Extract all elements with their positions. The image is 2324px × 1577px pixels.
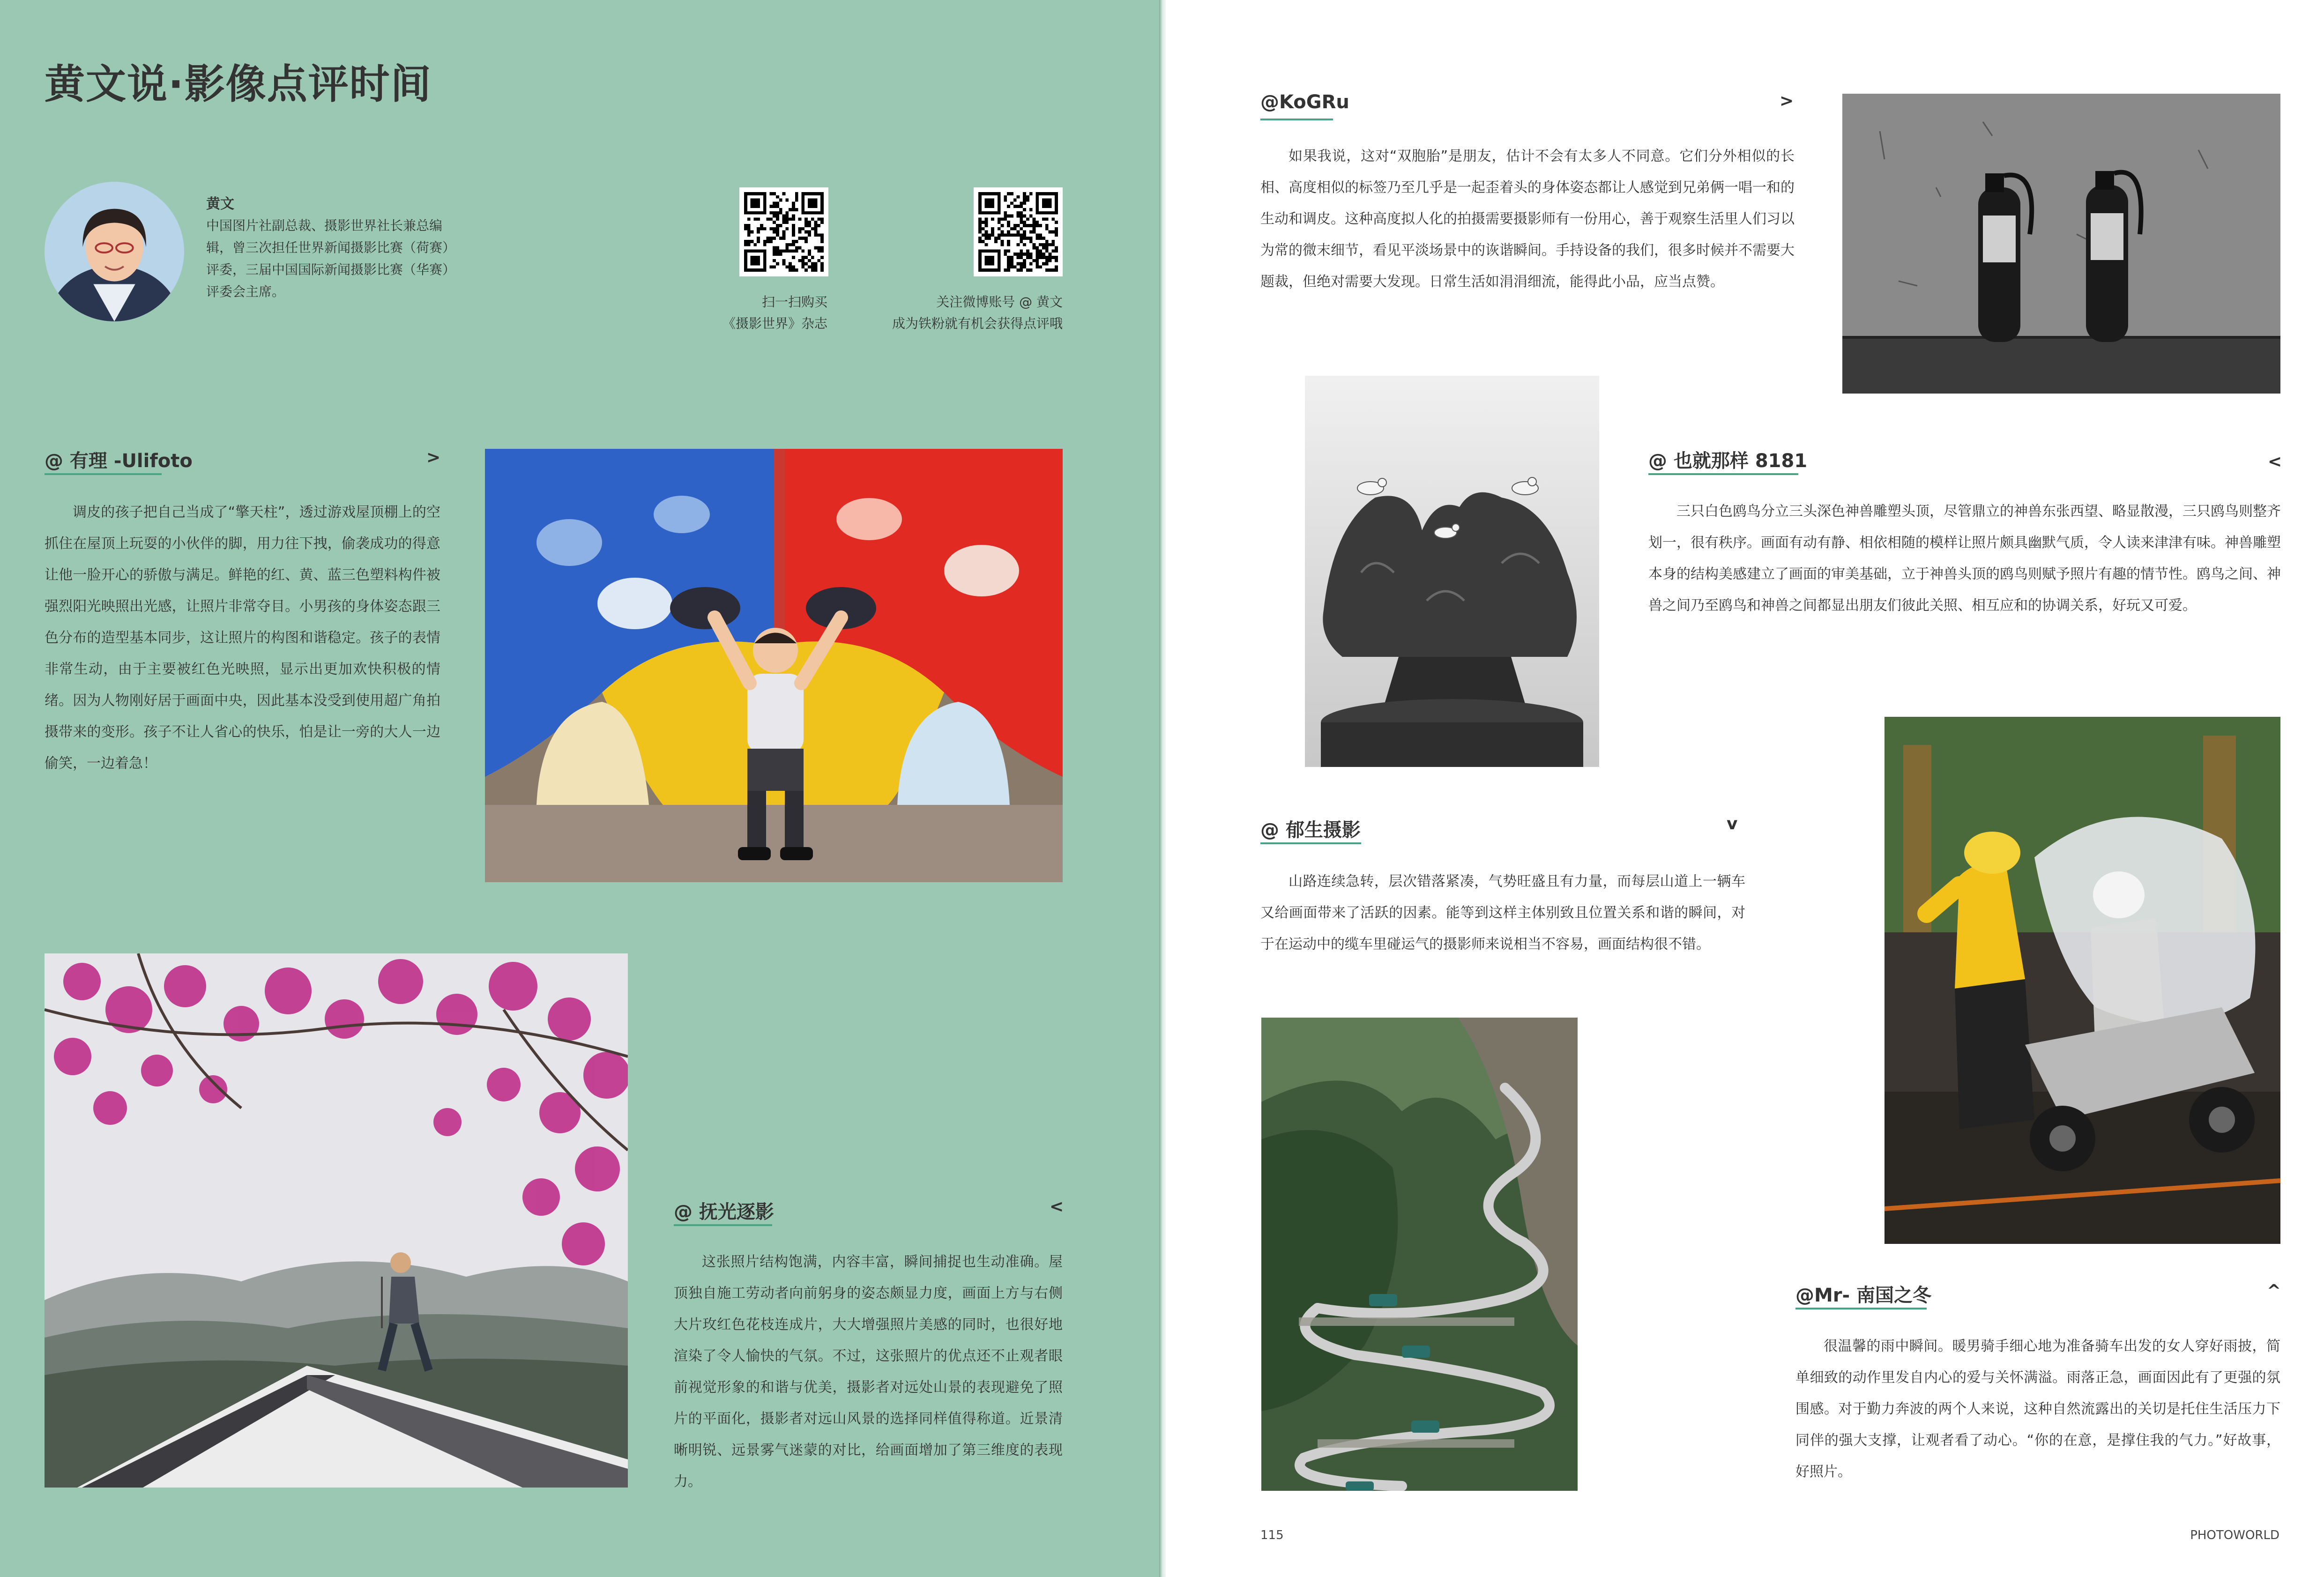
review-text: 很温馨的雨中瞬间。暖男骑手细心地为准备骑车出发的女人穿好雨披，简单细致的动作里发自内心的爱与关怀满溢。雨落正急，画面因此有了更强的氛围感。对于勤力奔波的两个人来说，这种自然流露出的关切是托住生活压力下同伴的强大支撑，让观者看了动心。“你的在意，是撑住我的气力。”好故事，好照片。 bbox=[1795, 1338, 2280, 1480]
qr-pattern-icon bbox=[978, 192, 1058, 272]
photographer-name: @ 抚光逐影 bbox=[674, 1201, 774, 1223]
review-text: 三只白色鸥鸟分立三头深色神兽雕塑头顶，尽管鼎立的神兽东张西望、略显散漫，三只鸥鸟则整齐划一，很有秩序。画面有动有静、相依相随的模样让照片颇具幽默气质，令人读来津津有味。神兽雕塑本身的结构美感建立了画面的审美基础，立于神兽头顶的鸥鸟则赋予照片有趣的情节性。鸥鸟之间、神兽之间乃至鸥鸟和神兽之间都显出朋友们彼此关照、相互应和的协调关系，好玩又可爱。 bbox=[1648, 503, 2281, 614]
qr-caption-line: 《摄影世界》杂志 bbox=[722, 316, 827, 331]
review-text: 调皮的孩子把自己当成了“擎天柱”，透过游戏屋顶棚上的空抓住在屋顶上玩耍的小伙伴的脚，用力往下拽，偷袭成功的得意让他一脸开心的骄傲与满足。鲜艳的红、黄、蓝三色塑料构件被强烈阳光映照出光感，让照片非常夺目。小男孩的身体姿态跟三色分布的造型基本同步，这让照片的构图和谐稳定。孩子的表情非常生动，由于主要被红色光映照，显示出更加欢快积极的情绪。因为人物刚好居于画面中央，因此基本没受到使用超广角拍摄带来的变形。孩子不让人省心的快乐，怕是让一旁的大人一边偷笑，一边着急！ bbox=[45, 504, 440, 772]
photographer-name: @ 郁生摄影 bbox=[1260, 819, 1361, 841]
author-bio: 中国图片社副总裁、摄影世界社长兼总编辑，曾三次担任世界新闻摄影比赛（荷赛）评委，三届中国国际新闻摄影比赛（华赛）评委会主席。 bbox=[206, 218, 449, 299]
photographer-underline bbox=[1260, 842, 1361, 844]
photographer-underline bbox=[1648, 473, 1798, 475]
photographer-name: @KoGRu bbox=[1260, 91, 1349, 113]
photographer-name: @ 也就那样 8181 bbox=[1648, 450, 1808, 472]
photo-gulls-on-statues bbox=[1305, 376, 1599, 767]
photographer-underline bbox=[1260, 119, 1333, 120]
qr-caption-line: 扫一扫购买 bbox=[761, 294, 827, 310]
photographer-name: @ 有理 -Ulifoto bbox=[45, 450, 193, 472]
direction-arrow-icon: ^ bbox=[2267, 1281, 2281, 1301]
photographer-underline bbox=[1795, 1308, 1927, 1309]
photographer-underline bbox=[674, 1224, 772, 1226]
direction-arrow-icon: < bbox=[1050, 1197, 1064, 1216]
review-text: 这张照片结构饱满，内容丰富，瞬间捕捉也生动准确。屋顶独自施工劳动者向前躬身的姿态颇显力度，画面上方与右侧大片玫红色花枝连成片，大大增强照片美感的同时，也很好地渲染了令人愉快的气氛。不过，这张照片的优点还不止观者眼前视觉形象的和谐与优美，摄影者对远处山景的表现避免了照片的平面化，摄影者对远山风景的选择同样值得称道。近景清晰明锐、远景雾气迷蒙的对比，给画面增加了第三维度的表现力。 bbox=[674, 1254, 1063, 1490]
qr-caption-line: 关注微博账号 @ 黄文 bbox=[936, 294, 1063, 310]
page-number: 115 bbox=[1260, 1528, 1284, 1542]
qr-caption-magazine bbox=[647, 291, 827, 335]
qr-caption-weibo bbox=[825, 291, 1063, 335]
page-title: 黄文说·影像点评时间 bbox=[45, 61, 432, 108]
qr-pattern-icon bbox=[744, 192, 824, 272]
photographer-name: @Mr- 南国之冬 bbox=[1795, 1285, 1932, 1306]
photographer-underline bbox=[45, 473, 162, 475]
photo-rain-scooter-couple bbox=[1885, 717, 2280, 1244]
photo-fire-extinguishers bbox=[1842, 94, 2280, 394]
direction-arrow-icon: < bbox=[2268, 452, 2282, 471]
photo-rooftop-worker-blossoms bbox=[45, 953, 628, 1488]
photo-mountain-road bbox=[1261, 1018, 1578, 1491]
review-text: 如果我说，这对“双胞胎”是朋友，估计不会有太多人不同意。它们分外相似的长相、高度相似的标签乃至几乎是一起歪着头的身体姿态都让人感觉到兄弟俩一唱一和的生动和调皮。这种高度拟人化的拍摄需要摄影师有一份用心，善于观察生活里人们习以为常的微末细节，看见平淡场景中的诙谐瞬间。手持设备的我们，很多时候并不需要大题裁，但绝对需要大发现。日常生活如涓涓细流，能得此小品，应当点赞。 bbox=[1260, 148, 1795, 290]
author-avatar bbox=[45, 182, 184, 321]
page-spine bbox=[1159, 0, 1166, 1577]
direction-arrow-icon: v bbox=[1727, 814, 1738, 833]
review-text: 山路连续急转，层次错落紧凑，气势旺盛且有力量，而每层山道上一辆车又给画面带来了活跃的因素。能等到这样主体别致且位置关系和谐的瞬间，对于在运动中的缆车里碰运气的摄影师来说相当不容易，画面结构很不错。 bbox=[1260, 873, 1745, 952]
photo-playground-boy bbox=[485, 449, 1063, 882]
direction-arrow-icon: > bbox=[1780, 91, 1794, 111]
magazine-name: PHOTOWORLD bbox=[2190, 1528, 2279, 1542]
qr-code-magazine[interactable] bbox=[739, 187, 828, 276]
author-name: 黄文 bbox=[206, 196, 234, 212]
qr-code-weibo[interactable] bbox=[974, 187, 1063, 276]
direction-arrow-icon: > bbox=[426, 448, 441, 467]
qr-caption-line: 成为铁粉就有机会获得点评哦 bbox=[892, 316, 1063, 331]
